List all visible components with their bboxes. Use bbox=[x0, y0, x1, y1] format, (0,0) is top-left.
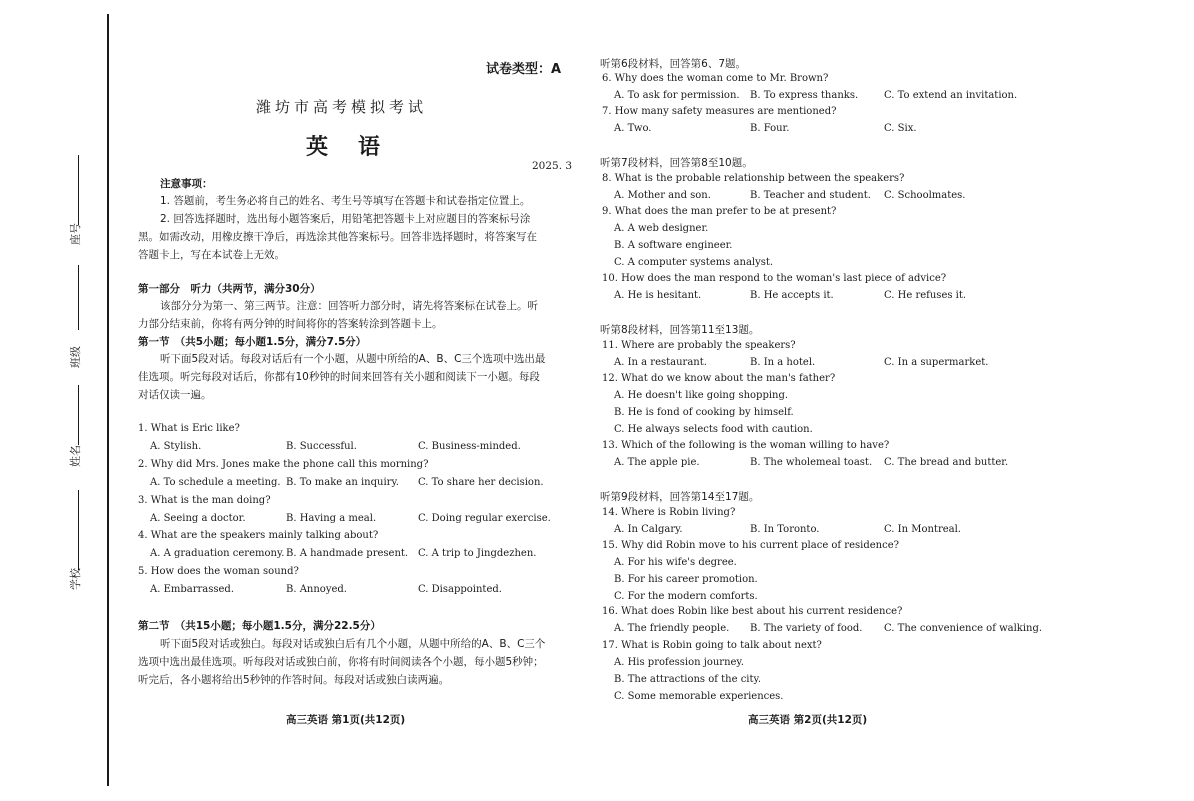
material-8-heading: 听第8段材料，回答第11至13题。 bbox=[600, 324, 760, 336]
question-stem: 4. What are the speakers mainly talking about? bbox=[138, 530, 379, 541]
question-stem: 5. How does the woman sound? bbox=[138, 566, 299, 577]
question-11-stem: 11. Where are probably the speakers? bbox=[602, 340, 796, 351]
question-stem: 1. What is Eric like? bbox=[138, 423, 240, 434]
option-c: C. Doing regular exercise. bbox=[418, 513, 551, 524]
question-14-option-b: B. In Toronto. bbox=[750, 524, 820, 535]
question-10-stem: 10. How does the man respond to the woman's last piece of advice? bbox=[602, 273, 947, 284]
section1-heading: 第一节 （共5小题；每小题1.5分，满分7.5分） bbox=[138, 336, 367, 348]
notes-line-1: 1. 答题前，考生务必将自己的姓名、考生号等填写在答题卡和试卷指定位置上。 bbox=[160, 195, 531, 207]
option-b: B. Annoyed. bbox=[286, 584, 347, 595]
name-label: 姓名 bbox=[69, 445, 82, 467]
material-7-heading: 听第7段材料，回答第8至10题。 bbox=[600, 157, 753, 169]
section2-intro-3: 听完后，各小题将给出5秒钟的作答时间。每段对话或独白读两遍。 bbox=[138, 674, 450, 686]
section2-heading: 第二节 （共15小题；每小题1.5分，满分22.5分） bbox=[138, 620, 381, 632]
part1-intro-2: 力部分结束前，你将有两分钟的时间将你的答案转涂到答题卡上。 bbox=[138, 318, 443, 330]
section2-intro-1: 听下面5段对话或独白。每段对话或独白后有几个小题，从题中所给的A、B、C三个 bbox=[160, 638, 546, 650]
seat-blank-line bbox=[78, 155, 79, 225]
question-stem: 3. What is the man doing? bbox=[138, 495, 271, 506]
question-17-option-a: A. His profession journey. bbox=[614, 657, 744, 668]
question-14-option-c: C. In Montreal. bbox=[884, 524, 961, 535]
part1-intro-1: 该部分分为第一、第三两节。注意：回答听力部分时，请先将答案标在试卷上。听 bbox=[160, 300, 538, 312]
option-b: B. To make an inquiry. bbox=[286, 477, 399, 488]
exam-title: 潍坊市高考模拟考试 bbox=[256, 98, 428, 116]
question-6-option-c: C. To extend an invitation. bbox=[884, 90, 1018, 101]
footer-page-2: 高三英语 第2页(共12页) bbox=[748, 714, 868, 726]
question-14-option-a: A. In Calgary. bbox=[614, 524, 683, 535]
question-8-option-a: A. Mother and son. bbox=[614, 190, 711, 201]
exam-date: 2025. 3 bbox=[532, 160, 573, 172]
option-c: C. A trip to Jingdezhen. bbox=[418, 548, 537, 559]
option-c: C. Business-minded. bbox=[418, 441, 521, 452]
question-14-stem: 14. Where is Robin living? bbox=[602, 507, 736, 518]
option-c: C. Disappointed. bbox=[418, 584, 502, 595]
option-c: C. To share her decision. bbox=[418, 477, 544, 488]
option-a: A. Stylish. bbox=[150, 441, 202, 452]
option-b: B. Having a meal. bbox=[286, 513, 377, 524]
question-16-stem: 16. What does Robin like best about his current residence? bbox=[602, 606, 903, 617]
question-17-stem: 17. What is Robin going to talk about next? bbox=[602, 640, 822, 651]
binding-rule bbox=[107, 14, 109, 786]
option-a: A. A graduation ceremony. bbox=[150, 548, 285, 559]
question-16-option-c: C. The convenience of walking. bbox=[884, 623, 1043, 634]
question-10-option-c: C. He refuses it. bbox=[884, 290, 967, 301]
question-9-option-b: B. A software engineer. bbox=[614, 240, 733, 251]
question-6-stem: 6. Why does the woman come to Mr. Brown? bbox=[602, 73, 829, 84]
question-9-option-c: C. A computer systems analyst. bbox=[614, 257, 774, 268]
name-blank-line bbox=[78, 385, 79, 445]
question-9-stem: 9. What does the man prefer to be at present? bbox=[602, 206, 837, 217]
question-8-stem: 8. What is the probable relationship between the speakers? bbox=[602, 173, 905, 184]
seat-label: 座号 bbox=[69, 223, 82, 245]
question-8-option-c: C. Schoolmates. bbox=[884, 190, 966, 201]
section2-intro-2: 选项中选出最佳选项。听每段对话或独白前，你将有时间阅读各个小题，每小题5秒钟； bbox=[138, 656, 544, 668]
material-9-heading: 听第9段材料，回答第14至17题。 bbox=[600, 491, 760, 503]
question-10-option-a: A. He is hesitant. bbox=[614, 290, 702, 301]
question-9-option-a: A. A web designer. bbox=[614, 223, 709, 234]
option-a: A. Seeing a doctor. bbox=[150, 513, 246, 524]
question-7-stem: 7. How many safety measures are mentioned? bbox=[602, 106, 837, 117]
school-blank-line bbox=[78, 490, 79, 570]
section1-intro-2: 佳选项。听完每段对话后，你都有10秒钟的时间来回答有关小题和阅读下一小题。每段 bbox=[138, 371, 540, 383]
question-15-option-c: C. For the modern comforts. bbox=[614, 591, 758, 602]
notes-heading: 注意事项： bbox=[160, 178, 213, 190]
question-stem: 2. Why did Mrs. Jones make the phone call this morning? bbox=[138, 459, 429, 470]
notes-line-2a: 2. 回答选择题时，选出每小题答案后，用铅笔把答题卡上对应题目的答案标号涂 bbox=[160, 213, 531, 225]
question-15-option-a: A. For his wife's degree. bbox=[614, 557, 737, 568]
class-label: 班级 bbox=[69, 346, 82, 368]
class-blank-line bbox=[78, 265, 79, 330]
section1-intro-3: 对话仅读一遍。 bbox=[138, 389, 212, 401]
school-label: 学校 bbox=[69, 568, 82, 590]
question-12-option-c: C. He always selects food with caution. bbox=[614, 424, 813, 435]
part1-heading: 第一部分 听力（共两节，满分30分） bbox=[138, 283, 321, 295]
question-13-option-c: C. The bread and butter. bbox=[884, 457, 1009, 468]
question-11-option-c: C. In a supermarket. bbox=[884, 357, 989, 368]
option-b: B. A handmade present. bbox=[286, 548, 409, 559]
section1-intro-1: 听下面5段对话。每段对话后有一个小题，从题中所给的A、B、C三个选项中选出最 bbox=[160, 353, 546, 365]
question-15-option-b: B. For his career promotion. bbox=[614, 574, 758, 585]
notes-line-2c: 答题卡上，写在本试卷上无效。 bbox=[138, 249, 285, 261]
question-17-option-c: C. Some memorable experiences. bbox=[614, 691, 784, 702]
question-13-option-a: A. The apple pie. bbox=[614, 457, 700, 468]
question-6-option-a: A. To ask for permission. bbox=[614, 90, 740, 101]
question-7-option-c: C. Six. bbox=[884, 123, 917, 134]
question-16-option-a: A. The friendly people. bbox=[614, 623, 730, 634]
question-10-option-b: B. He accepts it. bbox=[750, 290, 834, 301]
option-a: A. Embarrassed. bbox=[150, 584, 235, 595]
question-13-stem: 13. Which of the following is the woman willing to have? bbox=[602, 440, 890, 451]
question-12-stem: 12. What do we know about the man's father? bbox=[602, 373, 836, 384]
question-17-option-b: B. The attractions of the city. bbox=[614, 674, 762, 685]
paper-type: 试卷类型：A bbox=[486, 62, 562, 77]
subject-title: 英 语 bbox=[306, 135, 385, 160]
notes-line-2b: 黑。如需改动，用橡皮擦干净后，再选涂其他答案标号。回答非选择题时，将答案写在 bbox=[138, 231, 537, 243]
question-11-option-b: B. In a hotel. bbox=[750, 357, 816, 368]
question-6-option-b: B. To express thanks. bbox=[750, 90, 859, 101]
question-12-option-b: B. He is fond of cooking by himself. bbox=[614, 407, 794, 418]
question-7-option-a: A. Two. bbox=[614, 123, 652, 134]
material-6-heading: 听第6段材料，回答第6、7题。 bbox=[600, 58, 747, 70]
question-11-option-a: A. In a restaurant. bbox=[614, 357, 707, 368]
question-13-option-b: B. The wholemeal toast. bbox=[750, 457, 873, 468]
footer-page-1: 高三英语 第1页(共12页) bbox=[286, 714, 406, 726]
question-15-stem: 15. Why did Robin move to his current place of residence? bbox=[602, 540, 899, 551]
question-7-option-b: B. Four. bbox=[750, 123, 790, 134]
question-16-option-b: B. The variety of food. bbox=[750, 623, 863, 634]
question-12-option-a: A. He doesn't like going shopping. bbox=[614, 390, 789, 401]
question-8-option-b: B. Teacher and student. bbox=[750, 190, 871, 201]
option-a: A. To schedule a meeting. bbox=[150, 477, 281, 488]
option-b: B. Successful. bbox=[286, 441, 357, 452]
